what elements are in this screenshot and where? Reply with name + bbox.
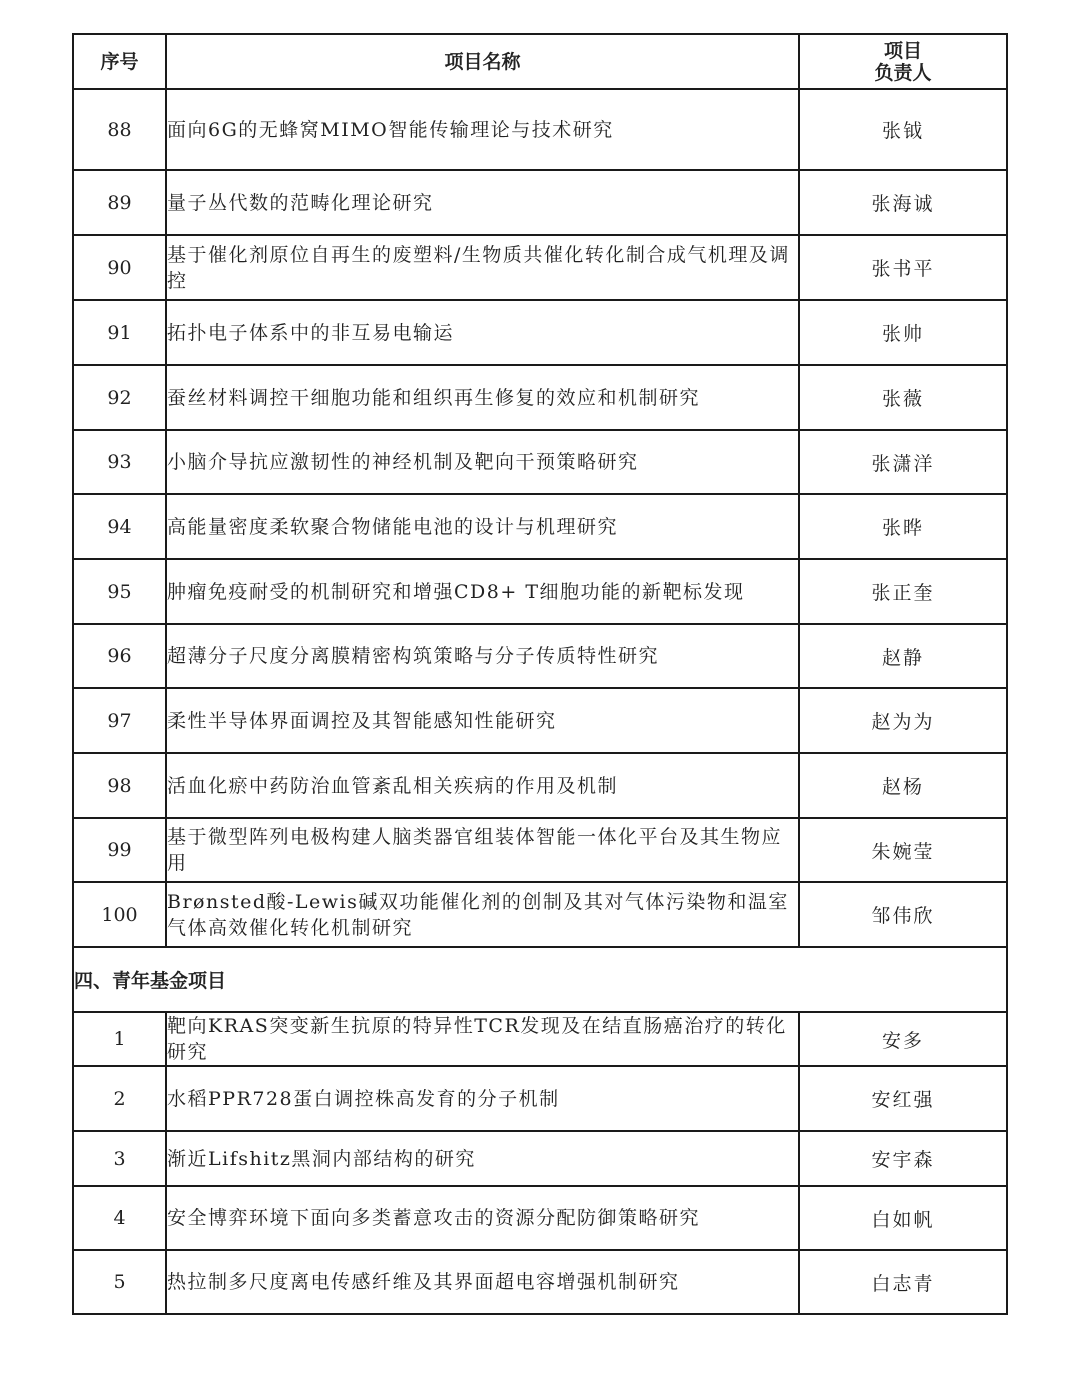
project-leader: 赵杨 <box>799 753 1007 818</box>
table-row <box>73 1066 1007 1131</box>
project-title: 基于催化剂原位自再生的废塑料/生物质共催化转化制合成气机理及调控 <box>166 235 799 300</box>
project-leader: 张钺 <box>799 89 1007 170</box>
table-row <box>73 235 1007 300</box>
row-number: 4 <box>73 1186 166 1250</box>
project-title: 高能量密度柔软聚合物储能电池的设计与机理研究 <box>166 494 799 559</box>
header-row <box>73 34 1007 89</box>
table-row <box>73 1131 1007 1186</box>
project-title: 量子丛代数的范畴化理论研究 <box>166 170 799 235</box>
project-leader: 张薇 <box>799 365 1007 430</box>
table-row <box>73 494 1007 559</box>
table-row <box>73 559 1007 624</box>
project-title: 活血化瘀中药防治血管紊乱相关疾病的作用及机制 <box>166 753 799 818</box>
table-row <box>73 818 1007 882</box>
header-person-line2: 负责人 <box>874 61 932 84</box>
project-title: 拓扑电子体系中的非互易电输运 <box>166 300 799 365</box>
row-number: 94 <box>73 494 166 559</box>
header-title: 项目名称 <box>166 34 799 89</box>
row-number: 98 <box>73 753 166 818</box>
project-title: 肿瘤免疫耐受的机制研究和增强CD8+ T细胞功能的新靶标发现 <box>166 559 799 624</box>
header-seq: 序号 <box>73 34 166 89</box>
table-row <box>73 300 1007 365</box>
table-row <box>73 882 1007 947</box>
project-table <box>72 33 1008 1315</box>
project-title: 渐近Lifshitz黑洞内部结构的研究 <box>166 1131 799 1186</box>
section-heading: 四、青年基金项目 <box>73 947 1007 1012</box>
project-title: 基于微型阵列电极构建人脑类器官组装体智能一体化平台及其生物应用 <box>166 818 799 882</box>
table-row <box>73 1186 1007 1250</box>
table-row <box>73 365 1007 430</box>
project-title: 超薄分子尺度分离膜精密构筑策略与分子传质特性研究 <box>166 624 799 688</box>
row-number: 97 <box>73 688 166 753</box>
project-title: 水稻PPR728蛋白调控株高发育的分子机制 <box>166 1066 799 1131</box>
project-leader: 张帅 <box>799 300 1007 365</box>
project-title: 靶向KRAS突变新生抗原的特异性TCR发现及在结直肠癌治疗的转化研究 <box>166 1012 799 1066</box>
header-person-line1: 项目 <box>883 39 922 62</box>
project-title: 热拉制多尺度离电传感纤维及其界面超电容增强机制研究 <box>166 1250 799 1314</box>
row-number: 1 <box>73 1012 166 1066</box>
project-title: 安全博弈环境下面向多类蓄意攻击的资源分配防御策略研究 <box>166 1186 799 1250</box>
row-number: 95 <box>73 559 166 624</box>
row-number: 88 <box>73 89 166 170</box>
project-leader: 白如帆 <box>799 1186 1007 1250</box>
project-leader: 张晔 <box>799 494 1007 559</box>
table-row <box>73 753 1007 818</box>
table-row <box>73 688 1007 753</box>
table-row <box>73 1250 1007 1314</box>
table-row <box>73 1012 1007 1066</box>
table-row <box>73 624 1007 688</box>
table-row <box>73 170 1007 235</box>
project-title: 面向6G的无蜂窝MIMO智能传输理论与技术研究 <box>166 89 799 170</box>
row-number: 96 <box>73 624 166 688</box>
row-number: 99 <box>73 818 166 882</box>
row-number: 2 <box>73 1066 166 1131</box>
project-title: 柔性半导体界面调控及其智能感知性能研究 <box>166 688 799 753</box>
project-title: 蚕丝材料调控干细胞功能和组织再生修复的效应和机制研究 <box>166 365 799 430</box>
row-number: 100 <box>73 882 166 947</box>
row-number: 5 <box>73 1250 166 1314</box>
row-number: 92 <box>73 365 166 430</box>
project-title: Brønsted酸-Lewis碱双功能催化剂的创制及其对气体污染物和温室气体高效催化转化机制研究 <box>166 882 799 947</box>
row-number: 90 <box>73 235 166 300</box>
header-person <box>799 34 1007 89</box>
project-leader: 安多 <box>799 1012 1007 1066</box>
project-leader: 张书平 <box>799 235 1007 300</box>
project-leader: 安宇森 <box>799 1131 1007 1186</box>
row-number: 93 <box>73 430 166 494</box>
table-row <box>73 430 1007 494</box>
project-leader: 邹伟欣 <box>799 882 1007 947</box>
project-leader: 白志青 <box>799 1250 1007 1314</box>
project-leader: 张正奎 <box>799 559 1007 624</box>
table-row <box>73 89 1007 170</box>
project-leader: 朱婉莹 <box>799 818 1007 882</box>
section-row <box>73 947 1007 1012</box>
project-leader: 张潇洋 <box>799 430 1007 494</box>
project-leader: 赵静 <box>799 624 1007 688</box>
row-number: 91 <box>73 300 166 365</box>
row-number: 89 <box>73 170 166 235</box>
project-title: 小脑介导抗应激韧性的神经机制及靶向干预策略研究 <box>166 430 799 494</box>
project-leader: 赵为为 <box>799 688 1007 753</box>
project-leader: 安红强 <box>799 1066 1007 1131</box>
project-leader: 张海诚 <box>799 170 1007 235</box>
row-number: 3 <box>73 1131 166 1186</box>
